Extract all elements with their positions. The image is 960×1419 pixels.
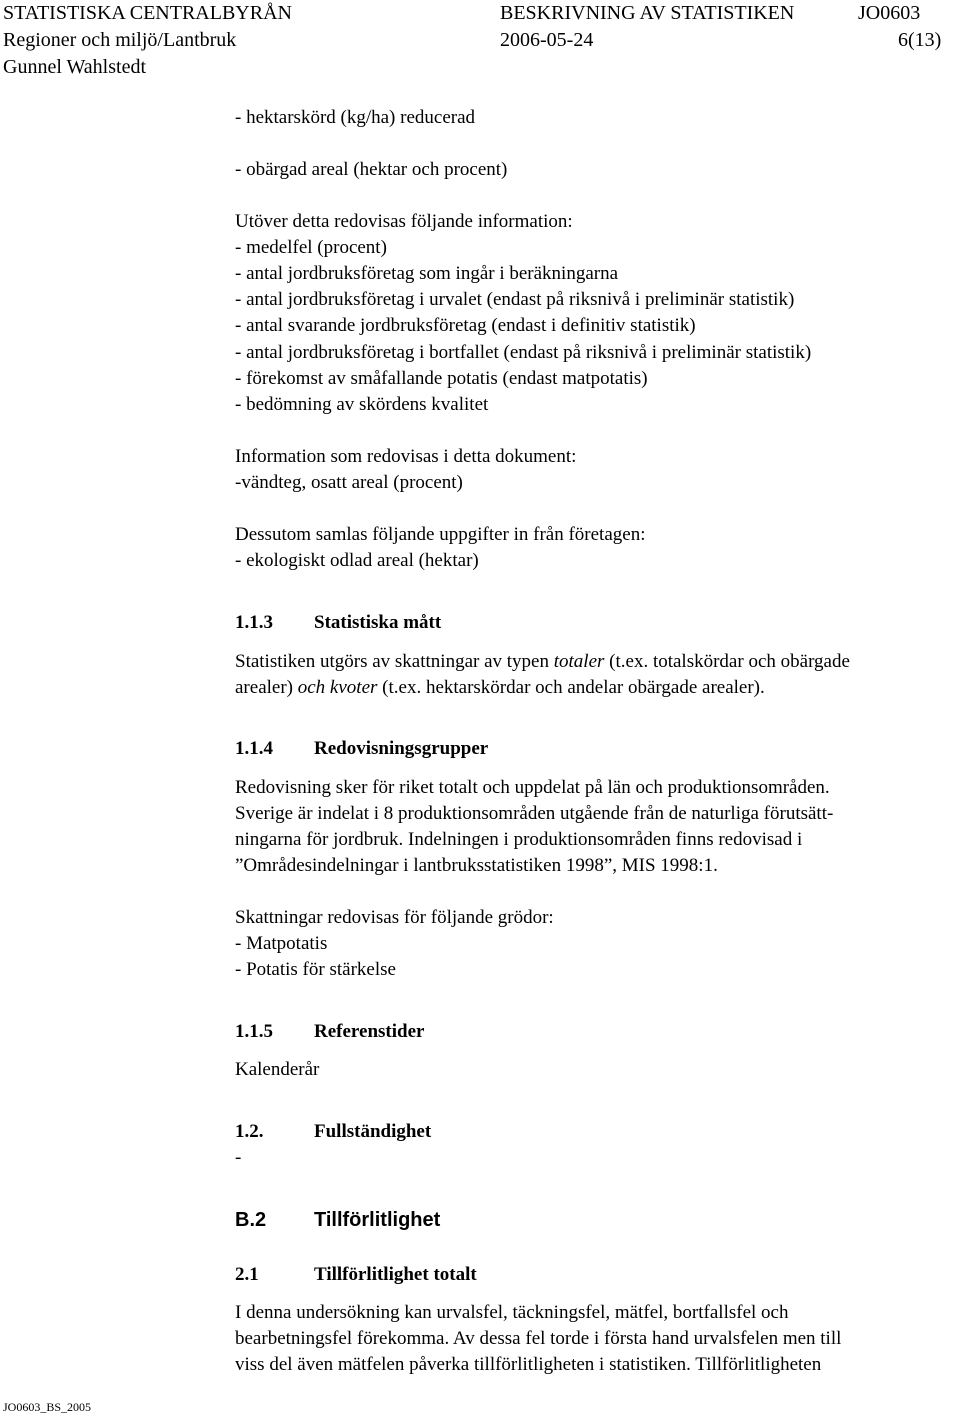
section-number: 1.1.4 — [235, 738, 273, 759]
section-title: Referenstider — [314, 1021, 425, 1042]
paragraph-heading: Utöver detta redovisas följande information: — [235, 211, 573, 232]
section-title: Statistiska mått — [314, 612, 442, 633]
list-item: - medelfel (procent) — [235, 237, 387, 258]
paragraph-line: ”Områdesindelningar i lantbruksstatistiken 1998”, MIS 1998:1. — [235, 855, 718, 876]
section-title: Tillförlitlighet totalt — [314, 1264, 477, 1285]
list-item: - antal jordbruksföretag i urvalet (endast på riksnivå i preliminär statistik) — [235, 289, 795, 310]
paragraph-heading: Information som redovisas i detta dokument: — [235, 446, 577, 467]
section-title: Fullständighet — [314, 1121, 432, 1142]
paragraph-line: Sverige är indelat i 8 produktionsområden utgående från de naturliga förutsätt- — [235, 803, 834, 824]
list-item: - antal jordbruksföretag som ingår i beräkningarna — [235, 263, 619, 284]
header-date: 2006-05-24 — [500, 29, 594, 51]
paragraph-heading: Dessutom samlas följande uppgifter in från företagen: — [235, 524, 646, 545]
header-page: 6(13) — [898, 29, 942, 51]
paragraph-line: Statistiken utgörs av skattningar av typen totaler (t.ex. totalskördar och obärgade — [235, 651, 850, 672]
header-doc-type: BESKRIVNING AV STATISTIKEN — [500, 2, 795, 24]
paragraph-line: ningarna för jordbruk. Indelningen i produktionsområden finns redovisad i — [235, 829, 803, 850]
paragraph-line: I denna undersökning kan urvalsfel, täckningsfel, mätfel, bortfallsfel och — [235, 1302, 789, 1323]
list-item: - antal svarande jordbruksföretag (endast i definitiv statistik) — [235, 315, 696, 336]
header-doc-code: JO0603 — [858, 2, 921, 24]
list-item: - antal jordbruksföretag i bortfallet (endast på riksnivå i preliminär statistik) — [235, 342, 812, 363]
footer-code: JO0603_BS_2005 — [3, 1400, 92, 1414]
list-item: - obärgad areal (hektar och procent) — [235, 159, 508, 180]
header-author: Gunnel Wahlstedt — [3, 56, 146, 78]
list-item: -vändteg, osatt areal (procent) — [235, 472, 463, 493]
paragraph-line: Redovisning sker för riket totalt och uppdelat på län och produktionsområden. — [235, 777, 830, 798]
chapter-number: B.2 — [235, 1209, 267, 1231]
section-number: 1.1.3 — [235, 612, 273, 633]
list-item: - hektarskörd (kg/ha) reducerad — [235, 107, 476, 128]
list-item: - bedömning av skördens kvalitet — [235, 394, 489, 415]
list-item: - Matpotatis — [235, 933, 328, 954]
list-item: - ekologiskt odlad areal (hektar) — [235, 550, 479, 571]
section-number: 1.2. — [235, 1121, 264, 1142]
paragraph-line: viss del även mätfelen påverka tillförlitligheten i statistiken. Tillförlitligheten — [235, 1354, 822, 1375]
list-item: - Potatis för stärkelse — [235, 959, 396, 980]
paragraph-line: bearbetningsfel förekomma. Av dessa fel torde i första hand urvalsfelen men till — [235, 1328, 842, 1349]
chapter-title: Tillförlitlighet — [314, 1209, 441, 1231]
paragraph-heading: Skattningar redovisas för följande grödor: — [235, 907, 554, 928]
list-item: - förekomst av småfallande potatis (endast matpotatis) — [235, 368, 648, 389]
paragraph-line: Kalenderår — [235, 1059, 320, 1080]
section-number: 2.1 — [235, 1264, 259, 1285]
section-title: Redovisningsgrupper — [314, 738, 489, 759]
paragraph-line: arealer) och kvoter (t.ex. hektarskördar och andelar obärgade arealer). — [235, 677, 765, 698]
section-number: 1.1.5 — [235, 1021, 273, 1042]
header-department: Regioner och miljö/Lantbruk — [3, 29, 237, 51]
header-org: STATISTISKA CENTRALBYRÅN — [3, 2, 292, 24]
paragraph-line: - — [235, 1147, 242, 1168]
